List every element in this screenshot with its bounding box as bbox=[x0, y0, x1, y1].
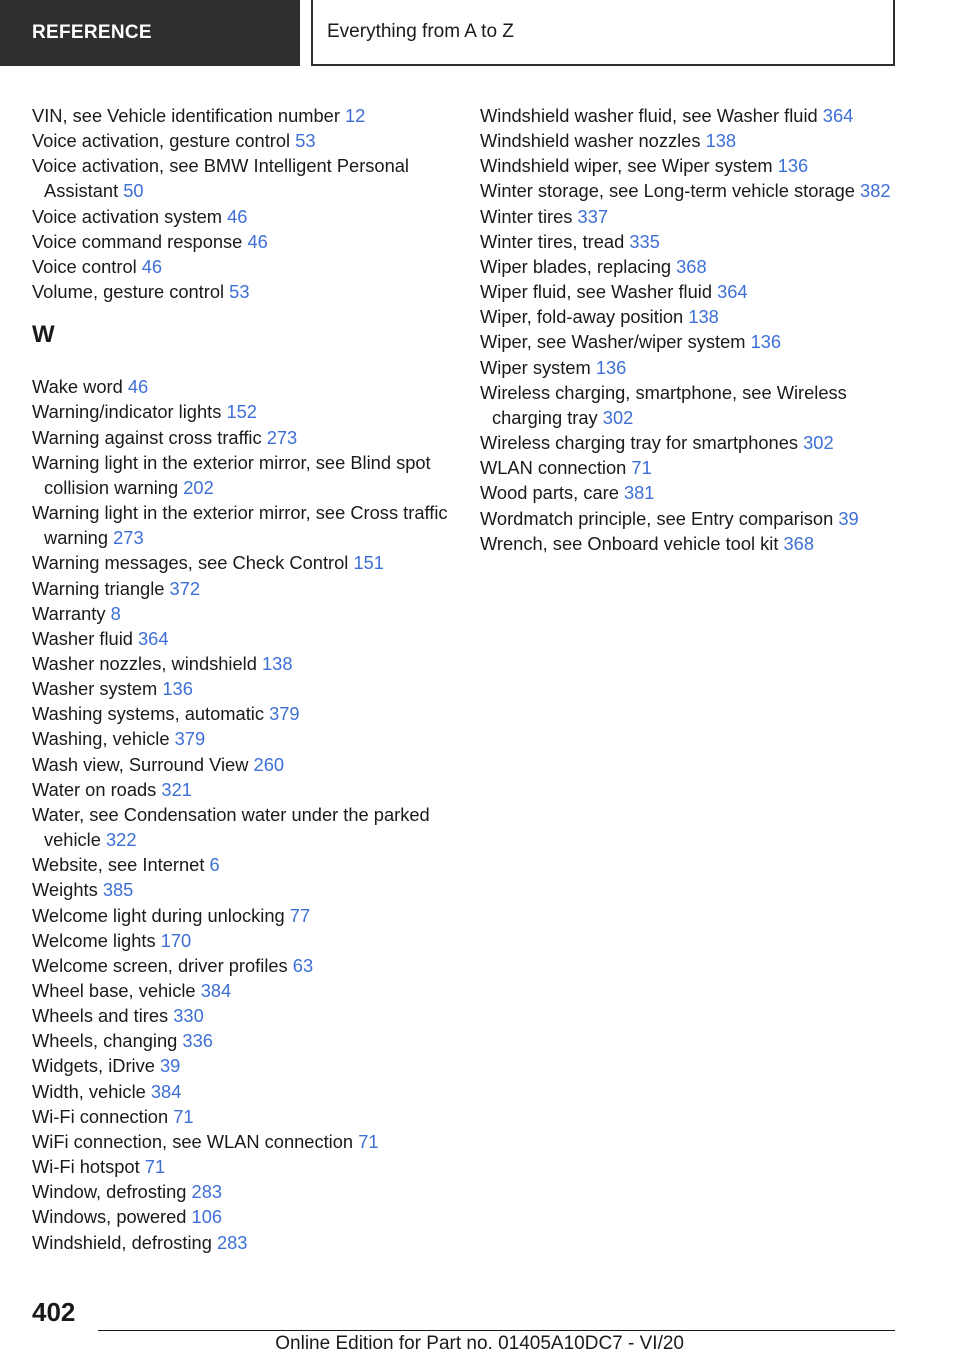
index-entry bbox=[32, 576, 462, 601]
index-entry-term: Wi-Fi hotspot bbox=[32, 1156, 140, 1178]
index-entry bbox=[32, 153, 462, 203]
index-entry bbox=[32, 928, 462, 953]
index-page-link[interactable]: 384 bbox=[150, 1080, 182, 1102]
index-page-link[interactable]: 53 bbox=[229, 281, 250, 303]
index-entry-term: Winter tires bbox=[480, 205, 573, 227]
index-page-link[interactable]: 273 bbox=[113, 527, 144, 549]
index-page-link[interactable]: 336 bbox=[182, 1030, 213, 1052]
index-entry-term: Wordmatch principle, see Entry comparison bbox=[480, 507, 834, 529]
page-number: 402 bbox=[32, 1297, 76, 1327]
index-entry bbox=[32, 1179, 462, 1204]
index-entry-term: VIN, see Vehicle identification number bbox=[32, 105, 340, 126]
index-page-link[interactable]: 39 bbox=[160, 1055, 181, 1077]
index-page-link[interactable]: 46 bbox=[141, 255, 163, 277]
index-entry-term: Voice activation, see BMW Intelligent Personal Assistant bbox=[32, 155, 409, 202]
index-entry-term: Water, see Condensation water under the parked vehicle bbox=[32, 803, 430, 851]
index-entry bbox=[480, 380, 920, 430]
index-entry bbox=[480, 531, 920, 556]
index-entry-term: Washer fluid bbox=[32, 627, 133, 649]
index-entry-term: Wake word bbox=[32, 376, 123, 398]
index-group-w bbox=[32, 374, 462, 1254]
index-page-link[interactable]: 151 bbox=[353, 552, 384, 574]
index-entry-term: WiFi connection, see WLAN connection bbox=[32, 1130, 354, 1152]
index-page-link[interactable]: 152 bbox=[226, 401, 257, 423]
index-entry bbox=[32, 676, 462, 701]
index-page-link[interactable]: 50 bbox=[123, 180, 144, 202]
index-group-w-continued bbox=[480, 103, 920, 556]
index-entry-term: Wiper, see Washer/wiper system bbox=[480, 331, 746, 353]
index-entry-term: Wheels and tires bbox=[32, 1005, 169, 1027]
index-entry-term: Wireless charging tray for smartphones bbox=[480, 432, 799, 454]
index-entry-term: Windshield, defrosting bbox=[32, 1231, 212, 1253]
index-entry bbox=[480, 480, 920, 505]
index-page-link[interactable]: 283 bbox=[191, 1181, 223, 1203]
index-entry-term: Wrench, see Onboard vehicle tool kit bbox=[480, 532, 779, 554]
index-page-link[interactable]: 46 bbox=[247, 230, 268, 252]
index-entry bbox=[480, 304, 920, 329]
index-entry bbox=[480, 229, 920, 254]
index-entry-term: Wheel base, vehicle bbox=[32, 980, 196, 1001]
index-entry bbox=[480, 103, 920, 128]
index-entry-term: Water on roads bbox=[32, 778, 157, 800]
index-entry bbox=[32, 877, 462, 902]
index-entry bbox=[32, 1204, 462, 1229]
index-page-link[interactable]: 368 bbox=[676, 255, 707, 277]
index-column-right bbox=[480, 103, 920, 556]
index-group-v bbox=[32, 103, 462, 304]
index-entry bbox=[32, 601, 462, 626]
index-entry-term: Voice control bbox=[32, 255, 137, 277]
index-entry bbox=[32, 701, 462, 726]
index-entry bbox=[32, 399, 462, 424]
index-entry-term: Voice activation, gesture control bbox=[32, 130, 291, 152]
index-entry-term: Wiper fluid, see Washer fluid bbox=[480, 281, 712, 303]
index-entry-term: Wash view, Surround View bbox=[32, 753, 249, 775]
index-page-link[interactable]: 170 bbox=[160, 929, 192, 951]
index-entry bbox=[32, 204, 462, 229]
index-entry-term: Warning light in the exterior mirror, see Blind spot collision warning bbox=[32, 451, 431, 498]
index-entry bbox=[32, 651, 462, 676]
index-page-link[interactable]: 382 bbox=[860, 180, 891, 202]
index-entry bbox=[32, 254, 462, 279]
index-page-link[interactable]: 321 bbox=[161, 778, 192, 800]
index-entry bbox=[32, 450, 462, 500]
index-entry bbox=[32, 1053, 462, 1078]
index-entry-term: Wireless charging, smartphone, see Wireless charging tray bbox=[480, 381, 847, 428]
index-entry-term: Warranty bbox=[32, 602, 106, 624]
index-entry bbox=[32, 103, 462, 128]
index-page-link[interactable]: 71 bbox=[144, 1156, 166, 1178]
index-page-link[interactable]: 302 bbox=[602, 406, 634, 428]
index-entry-term: Warning/indicator lights bbox=[32, 401, 222, 423]
index-entry-term: Winter tires, tread bbox=[480, 230, 625, 252]
index-entry bbox=[32, 1028, 462, 1053]
index-entry-term: WLAN connection bbox=[480, 457, 627, 479]
index-entry bbox=[480, 178, 920, 203]
index-entry bbox=[32, 1129, 462, 1154]
index-entry bbox=[480, 506, 920, 531]
index-entry bbox=[480, 254, 920, 279]
index-page-link[interactable]: 39 bbox=[838, 507, 859, 529]
index-page-link[interactable]: 335 bbox=[629, 230, 660, 252]
index-page-link[interactable]: 53 bbox=[295, 130, 316, 152]
index-page-link[interactable]: 322 bbox=[106, 829, 137, 851]
index-page-link[interactable]: 136 bbox=[595, 356, 627, 378]
index-page-link[interactable]: 273 bbox=[266, 426, 298, 448]
index-entry-term: Wiper system bbox=[480, 356, 591, 378]
index-page-link[interactable]: 138 bbox=[688, 306, 719, 328]
index-entry-term: Welcome lights bbox=[32, 929, 156, 951]
index-entry bbox=[32, 550, 462, 575]
index-page-link[interactable]: 71 bbox=[173, 1105, 194, 1127]
section-tab bbox=[0, 0, 300, 66]
index-entry-term: Warning triangle bbox=[32, 577, 165, 599]
index-page-link[interactable]: 384 bbox=[200, 980, 232, 1001]
index-page-link[interactable]: 138 bbox=[262, 652, 293, 674]
index-entry-term: Washer nozzles, windshield bbox=[32, 652, 257, 674]
index-entry-term: Warning against cross traffic bbox=[32, 426, 262, 448]
index-entry bbox=[32, 802, 462, 852]
index-entry-term: Windshield washer fluid, see Washer fluid bbox=[480, 105, 818, 126]
index-entry-term: Winter storage, see Long-term vehicle storage bbox=[480, 180, 855, 202]
index-column-left bbox=[32, 103, 462, 1255]
index-entry-term: Voice activation system bbox=[32, 205, 223, 227]
index-entry-term: Washing, vehicle bbox=[32, 728, 170, 750]
index-entry bbox=[480, 455, 920, 480]
index-page-link[interactable]: 364 bbox=[717, 281, 748, 303]
index-entry bbox=[480, 279, 920, 304]
index-entry-term: Wood parts, care bbox=[480, 482, 619, 504]
index-page-link[interactable]: 337 bbox=[577, 205, 609, 227]
index-page-link[interactable]: 106 bbox=[191, 1206, 223, 1228]
index-page-link[interactable]: 8 bbox=[110, 602, 121, 624]
index-entry bbox=[32, 852, 462, 877]
index-entry bbox=[32, 726, 462, 751]
index-page-link[interactable]: 71 bbox=[631, 457, 652, 479]
chapter-title: Everything from A to Z bbox=[327, 21, 514, 42]
index-entry-term: Weights bbox=[32, 879, 98, 901]
index-entry bbox=[32, 777, 462, 802]
index-letter-heading: W bbox=[32, 321, 55, 349]
index-entry-term: Window, defrosting bbox=[32, 1181, 187, 1203]
index-entry bbox=[480, 128, 920, 153]
index-entry bbox=[32, 953, 462, 978]
index-page-link[interactable]: 136 bbox=[777, 155, 809, 177]
index-entry bbox=[480, 204, 920, 229]
index-entry-term: Wi-Fi connection bbox=[32, 1105, 169, 1127]
index-entry bbox=[32, 978, 462, 1003]
index-entry-term: Volume, gesture control bbox=[32, 281, 225, 303]
index-entry bbox=[480, 355, 920, 380]
index-page-link[interactable]: 12 bbox=[345, 105, 366, 126]
index-entry bbox=[32, 1079, 462, 1104]
index-entry-term: Warning messages, see Check Control bbox=[32, 552, 349, 574]
index-entry-term: Welcome light during unlocking bbox=[32, 904, 285, 926]
index-entry-term: Washer system bbox=[32, 678, 158, 700]
index-entry-term: Wiper, fold-away position bbox=[480, 306, 684, 328]
index-entry bbox=[32, 1154, 462, 1179]
index-page-link[interactable]: 136 bbox=[750, 331, 782, 353]
index-entry-term: Wheels, changing bbox=[32, 1030, 178, 1052]
index-page-link[interactable]: 364 bbox=[138, 627, 169, 649]
index-page-link[interactable]: 71 bbox=[358, 1130, 379, 1152]
footer-rule bbox=[98, 1330, 895, 1331]
index-entry-term: Website, see Internet bbox=[32, 854, 205, 876]
index-entry bbox=[32, 1003, 462, 1028]
index-entry-term: Voice command response bbox=[32, 230, 243, 252]
index-page-link[interactable]: 77 bbox=[289, 904, 311, 926]
footer-edition: Online Edition for Part no. 01405A10DC7 - VI/20 bbox=[275, 1333, 684, 1354]
index-entry bbox=[32, 128, 462, 153]
index-page-link[interactable]: 372 bbox=[169, 577, 201, 599]
index-page-link[interactable]: 385 bbox=[102, 879, 134, 901]
index-entry bbox=[32, 500, 462, 550]
chapter-header bbox=[311, 0, 895, 66]
index-page-link[interactable]: 379 bbox=[269, 703, 300, 725]
index-entry bbox=[32, 229, 462, 254]
index-entry bbox=[32, 903, 462, 928]
index-page-link[interactable]: 260 bbox=[253, 753, 285, 775]
index-entry-term: Windshield wiper, see Wiper system bbox=[480, 155, 773, 177]
index-page-link[interactable]: 6 bbox=[209, 854, 220, 876]
index-entry bbox=[32, 626, 462, 651]
index-page-link[interactable]: 46 bbox=[227, 205, 248, 227]
index-entry-term: Windows, powered bbox=[32, 1206, 187, 1228]
index-entry bbox=[32, 1104, 462, 1129]
index-entry-term: Windshield washer nozzles bbox=[480, 130, 701, 152]
index-entry-term: Welcome screen, driver profiles bbox=[32, 954, 288, 976]
index-entry bbox=[480, 329, 920, 354]
index-page-link[interactable]: 368 bbox=[783, 532, 815, 554]
index-page-link[interactable]: 379 bbox=[174, 728, 206, 750]
section-label: REFERENCE bbox=[32, 22, 152, 43]
index-entry-term: Washing systems, automatic bbox=[32, 703, 264, 725]
index-page-link[interactable]: 63 bbox=[292, 954, 314, 976]
index-page-link[interactable]: 46 bbox=[127, 376, 149, 398]
index-page-link[interactable]: 330 bbox=[173, 1005, 204, 1027]
index-entry bbox=[32, 425, 462, 450]
index-page-link[interactable]: 136 bbox=[162, 678, 193, 700]
index-page-link[interactable]: 283 bbox=[216, 1231, 248, 1253]
index-page-link[interactable]: 202 bbox=[183, 476, 214, 498]
index-entry bbox=[32, 279, 462, 304]
index-entry bbox=[32, 1230, 462, 1255]
index-entry-term: Widgets, iDrive bbox=[32, 1055, 155, 1077]
index-entry bbox=[32, 374, 462, 399]
index-entry-term: Warning light in the exterior mirror, see Cross traffic warning bbox=[32, 502, 448, 549]
index-page-link[interactable]: 302 bbox=[803, 432, 834, 454]
index-entry bbox=[480, 153, 920, 178]
index-entry bbox=[480, 430, 920, 455]
index-page-link[interactable]: 381 bbox=[623, 482, 655, 504]
index-page-link[interactable]: 138 bbox=[705, 130, 737, 152]
index-entry-term: Width, vehicle bbox=[32, 1080, 146, 1102]
index-entry-term: Wiper blades, replacing bbox=[480, 255, 672, 277]
index-entry bbox=[32, 752, 462, 777]
index-page-link[interactable]: 364 bbox=[822, 105, 854, 126]
